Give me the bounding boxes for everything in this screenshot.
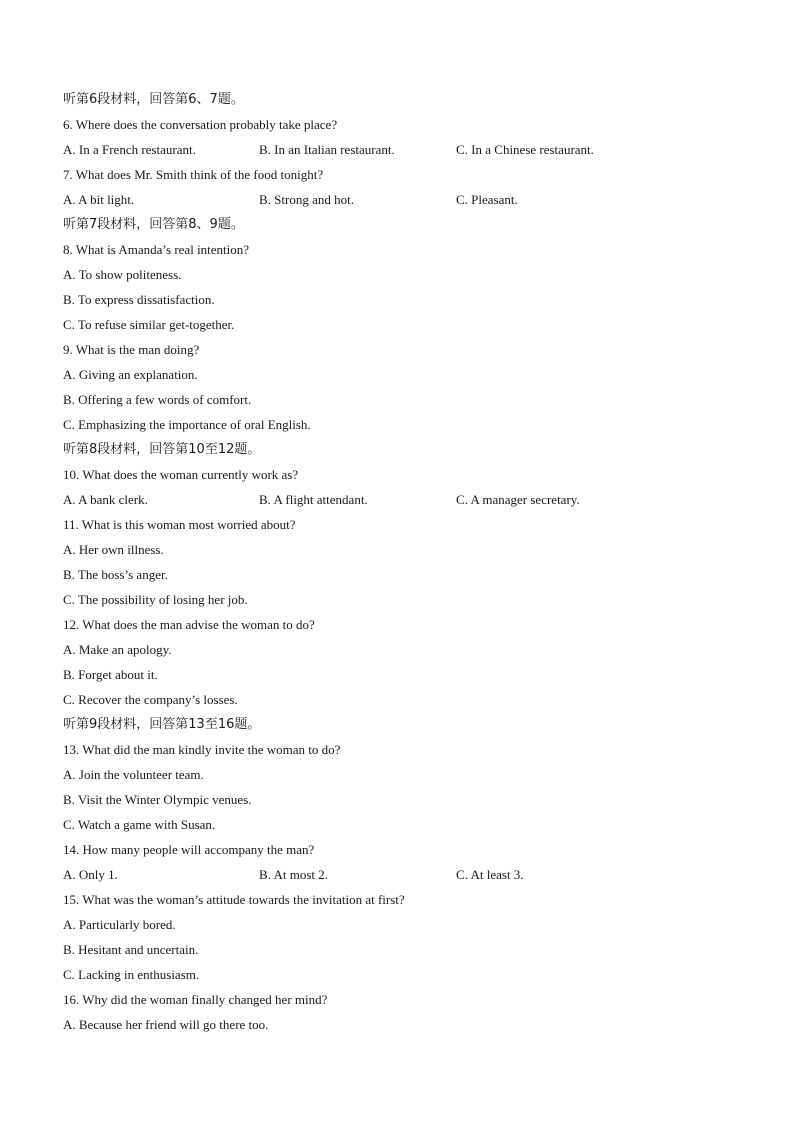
text-line: 11. What is this woman most worried about? — [63, 517, 296, 532]
option-c: C. At least 3. — [456, 867, 524, 882]
text-line: 8. What is Amanda’s real intention? — [63, 242, 250, 257]
text-line: A. Make an apology. — [63, 642, 172, 657]
option-a: A. A bit light. — [63, 192, 135, 207]
document-page — [63, 87, 753, 1037]
text-line: B. Offering a few words of comfort. — [63, 392, 252, 407]
option-a: A. A bank clerk. — [63, 492, 148, 507]
option-a: A. Only 1. — [63, 867, 118, 882]
text-line: 15. What was the woman’s attitude towards the invitation at first? — [63, 892, 405, 907]
text-line: C. Lacking in enthusiasm. — [63, 967, 200, 982]
option-b: B. In an Italian restaurant. — [259, 142, 395, 157]
section-heading: 听第7段材料，回答第8、9题。 — [63, 217, 244, 232]
text-line: 6. Where does the conversation probably take place? — [63, 117, 338, 132]
text-line: A. Because her friend will go there too. — [63, 1017, 269, 1032]
text-line: 16. Why did the woman finally changed her mind? — [63, 992, 328, 1007]
options-row — [63, 487, 753, 512]
text-line: A. Join the volunteer team. — [63, 767, 204, 782]
text-line: C. To refuse similar get-together. — [63, 317, 235, 332]
option-c: C. In a Chinese restaurant. — [456, 142, 594, 157]
text-line: B. Visit the Winter Olympic venues. — [63, 792, 252, 807]
text-line: A. Her own illness. — [63, 542, 164, 557]
option-c: C. A manager secretary. — [456, 492, 580, 507]
section-heading: 听第9段材料，回答第13至16题。 — [63, 717, 261, 732]
text-line: 12. What does the man advise the woman to do? — [63, 617, 315, 632]
text-line: 9. What is the man doing? — [63, 342, 200, 357]
text-line: A. Giving an explanation. — [63, 367, 198, 382]
text-line: B. Hesitant and uncertain. — [63, 942, 199, 957]
text-line: B. Forget about it. — [63, 667, 158, 682]
text-line: 7. What does Mr. Smith think of the food tonight? — [63, 167, 324, 182]
text-line: A. Particularly bored. — [63, 917, 176, 932]
text-line: C. The possibility of losing her job. — [63, 592, 248, 607]
text-line: C. Recover the company’s losses. — [63, 692, 238, 707]
options-row — [63, 187, 753, 212]
text-line: B. To express dissatisfaction. — [63, 292, 215, 307]
option-c: C. Pleasant. — [456, 192, 518, 207]
options-row — [63, 137, 753, 162]
text-line: 13. What did the man kindly invite the woman to do? — [63, 742, 341, 757]
options-row — [63, 862, 753, 887]
text-line: C. Emphasizing the importance of oral English. — [63, 417, 311, 432]
option-b: B. Strong and hot. — [259, 192, 354, 207]
section-heading: 听第8段材料，回答第10至12题。 — [63, 442, 261, 457]
text-line: C. Watch a game with Susan. — [63, 817, 216, 832]
option-b: B. A flight attendant. — [259, 492, 368, 507]
text-line: B. The boss’s anger. — [63, 567, 168, 582]
text-line: 14. How many people will accompany the man? — [63, 842, 315, 857]
text-line: A. To show politeness. — [63, 267, 182, 282]
option-b: B. At most 2. — [259, 867, 328, 882]
option-a: A. In a French restaurant. — [63, 142, 196, 157]
section-heading: 听第6段材料，回答第6、7题。 — [63, 92, 244, 107]
text-line: 10. What does the woman currently work as? — [63, 467, 299, 482]
